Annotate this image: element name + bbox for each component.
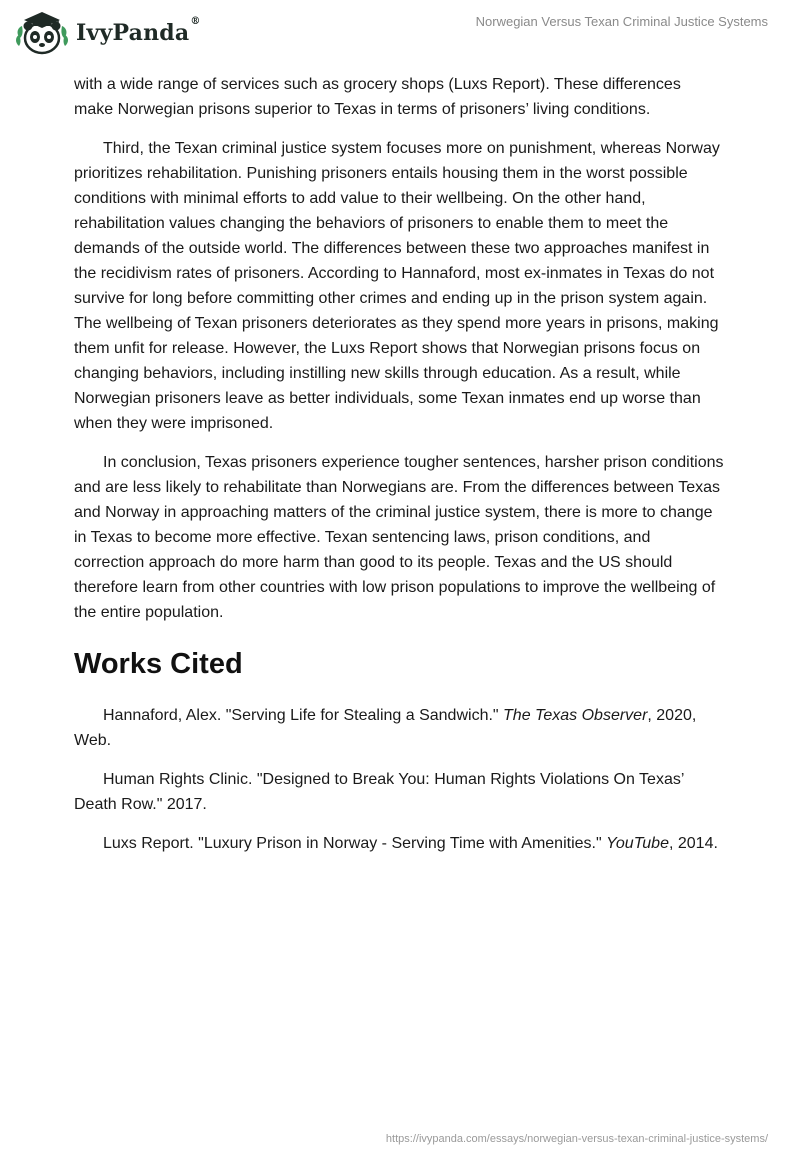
- citation-text: Hannaford, Alex. "Serving Life for Stealing a Sandwich.": [103, 707, 504, 724]
- citation-tail: , 2014.: [668, 835, 718, 852]
- brand-name: [76, 16, 201, 46]
- citation-source: The Texas Observer: [503, 707, 648, 724]
- citation-entry: [74, 703, 724, 753]
- works-cited-heading: Works Cited: [74, 648, 243, 680]
- citation-tail: , 2020, Web.: [74, 707, 697, 749]
- citation-entry: [74, 767, 724, 817]
- paragraph-conclusion: In conclusion, Texas prisoners experience tougher sentences, harsher prison conditions and are less likely to rehabilitate than Norwegians are. From the differences between Texas and Norway in approaching matters of the criminal justice system, there is more to change in Texas to become more effective. Texan sentencing laws, prison conditions, and correction approach do more harm than good to its people. Texas and the US should therefore learn from other countries with low prison populations to improve the wellbeing of the entire population.: [74, 454, 724, 621]
- citation-source: YouTube: [606, 835, 669, 852]
- registered-mark: ®: [190, 16, 201, 27]
- citation-text: Human Rights Clinic. "Designed to Break You: Human Rights Violations On Texas’ Death Row." 2017.: [74, 771, 684, 813]
- page-header: [0, 0, 800, 70]
- citation-entry: [74, 831, 724, 856]
- document-title: Norwegian Versus Texan Criminal Justice Systems: [475, 14, 768, 29]
- essay-content: [74, 72, 724, 870]
- source-url[interactable]: https://ivypanda.com/essays/norwegian-versus-texan-criminal-justice-systems/: [385, 1133, 768, 1145]
- paragraph-third-point: Third, the Texan criminal justice system focuses more on punishment, whereas Norway prioritizes rehabilitation. Punishing prisoners entails housing them in the worst possible conditions with minimal efforts to add value to their wellbeing. On the other hand, rehabilitation values changing the behaviors of prisoners to enable them to meet the demands of the outside world. The differences between these two approaches manifest in the recidivism rates of prisoners. According to Hannaford, most ex-inmates in Texas do not survive for long before committing other crimes and ending up in the prison system again. The wellbeing of Texan prisoners deteriorates as they spend more years in prisons, making them unfit for release. However, the Luxs Report shows that Norwegian prisons focus on changing behaviors, including instilling new skills through education. As a result, while Norwegian prisoners leave as better individuals, some Texan inmates end up worse than when they were imprisoned.: [74, 140, 720, 432]
- citation-text: Luxs Report. "Luxury Prison in Norway - Serving Time with Amenities.": [103, 835, 607, 852]
- brand-text: IvyPanda: [76, 20, 190, 46]
- paragraph-continued: with a wide range of services such as grocery shops (Luxs Report). These differences make Norwegian prisons superior to Texas in terms of prisoners’ living conditions.: [74, 76, 681, 118]
- ivypanda-logo[interactable]: [14, 8, 204, 58]
- panda-graduate-icon: [14, 8, 70, 58]
